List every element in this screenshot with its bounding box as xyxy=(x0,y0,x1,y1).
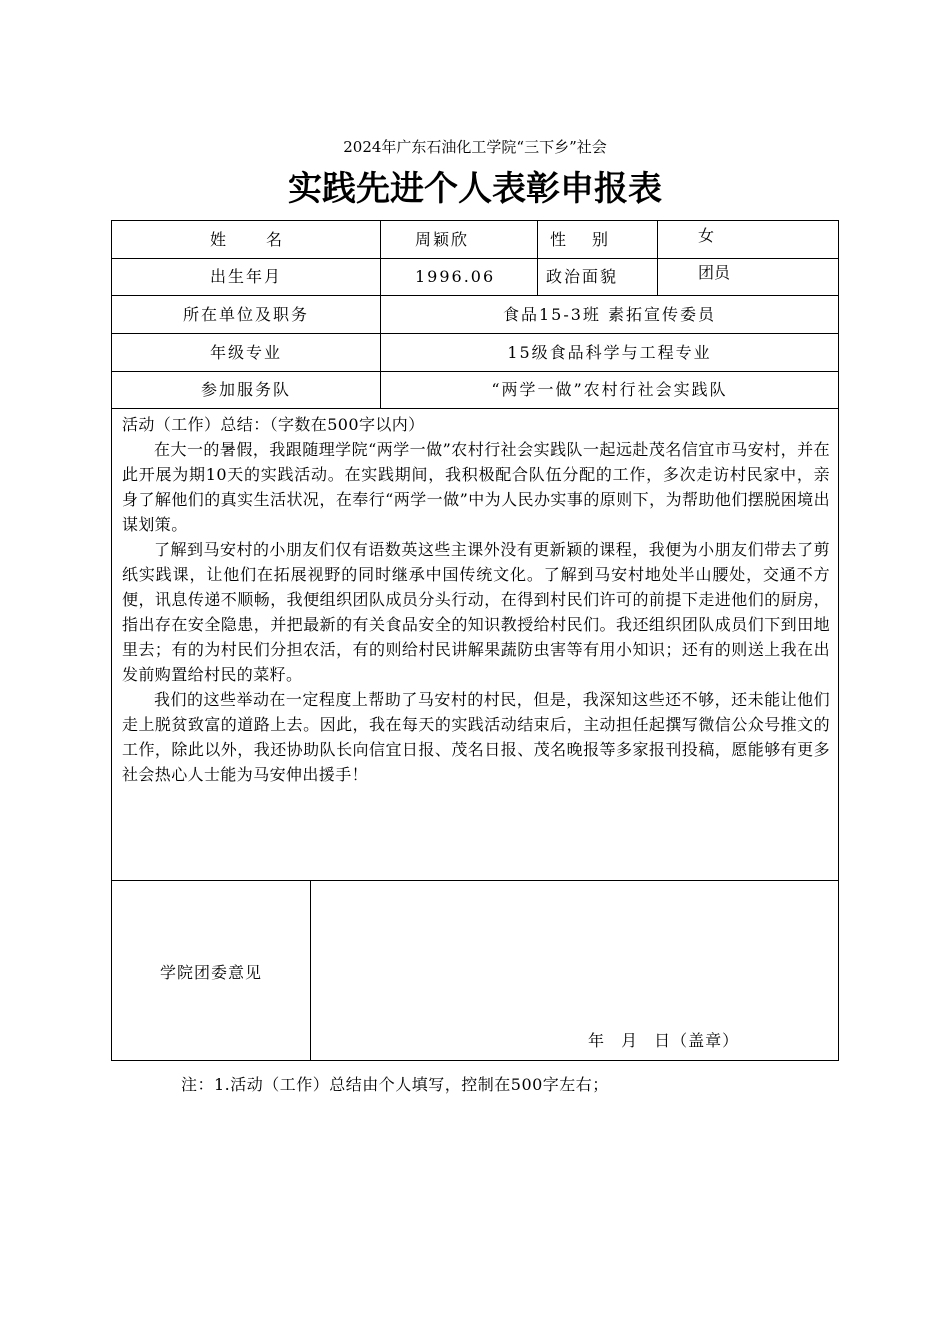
summary-paragraph: 在大一的暑假，我跟随理学院“两学一做”农村行社会实践队一起远赴茂名信宜市马安村，并在此开展为期10天的实践活动。在实践期间，我积极配合队伍分配的工作，多次走访村民家中，亲身了解他们的真实生活状况，在奉行“两学一做”中为人民办实事的原则下，为帮助他们摆脱困境出谋划策。 xyxy=(122,440,830,534)
team-value: “两学一做”农村行社会实践队 xyxy=(491,380,728,399)
summary-paragraph: 我们的这些举动在一定程度上帮助了马安村的村民，但是，我深知这些还不够，还未能让他们走上脱贫致富的道路上去。因此，我在每天的实践活动结束后，主动担任起撰写微信公众号推文的工作，除此以外，我还协助队长向信宜日报、茂名日报、茂名晚报等多家报刊投稿，愿能够有更多社会热心人士能为马安伸出援手！ xyxy=(122,690,830,784)
birth-label: 出生年月 xyxy=(209,267,282,286)
summary-paragraph: 了解到马安村的小朋友们仅有语数英这些主课外没有更新颖的课程，我便为小朋友们带去了剪纸实践课，让他们在拓展视野的同时继承中国传统文化。了解到马安村地处半山腰处，交通不方便，讯息传递不顺畅，我便组织团队成员分头行动，在得到村民们许可的前提下走进他们的厨房，指出存在安全隐患，并把最新的有关食品安全的知识教授给村民们。我还组织团队成员们下到田地里去；有的为村民们分担农活，有的则给村民讲解果蔬防虫害等有用小知识；还有的则送上我在出发前购置给村民的菜籽。 xyxy=(122,540,830,684)
row-divider xyxy=(112,408,838,409)
gender-value: 女 xyxy=(698,226,715,245)
major-label: 年级专业 xyxy=(209,342,282,362)
activity-summary xyxy=(122,412,830,787)
gender-label: 性别 xyxy=(550,229,635,249)
summary-heading: 活动（工作）总结：（字数在500字以内） xyxy=(122,415,425,434)
approval-date-stamp: 年 月 日（盖章） xyxy=(588,1031,740,1050)
form-title: 实践先进个人表彰申报表 xyxy=(288,169,662,209)
name-value: 周颖欣 xyxy=(415,229,470,249)
approval-label: 学院团委意见 xyxy=(159,962,262,982)
major-value: 15级食品科学与工程专业 xyxy=(507,342,712,362)
birth-value: 1996.06 xyxy=(415,267,496,286)
name-label: 姓名 xyxy=(209,229,322,249)
team-label: 参加服务队 xyxy=(200,380,291,399)
unit-label: 所在单位及职务 xyxy=(182,304,309,324)
political-value: 团员 xyxy=(698,263,731,282)
column-divider xyxy=(310,880,311,1060)
unit-value: 食品15-3班 素拓宣传委员 xyxy=(502,304,717,324)
application-form-table xyxy=(111,220,839,1061)
footnote: 注：1.活动（工作）总结由个人填写，控制在500字左右； xyxy=(181,1075,609,1094)
political-label: 政治面貌 xyxy=(546,267,619,286)
form-subtitle: 2024年广东石油化工学院“三下乡”社会 xyxy=(343,138,607,156)
